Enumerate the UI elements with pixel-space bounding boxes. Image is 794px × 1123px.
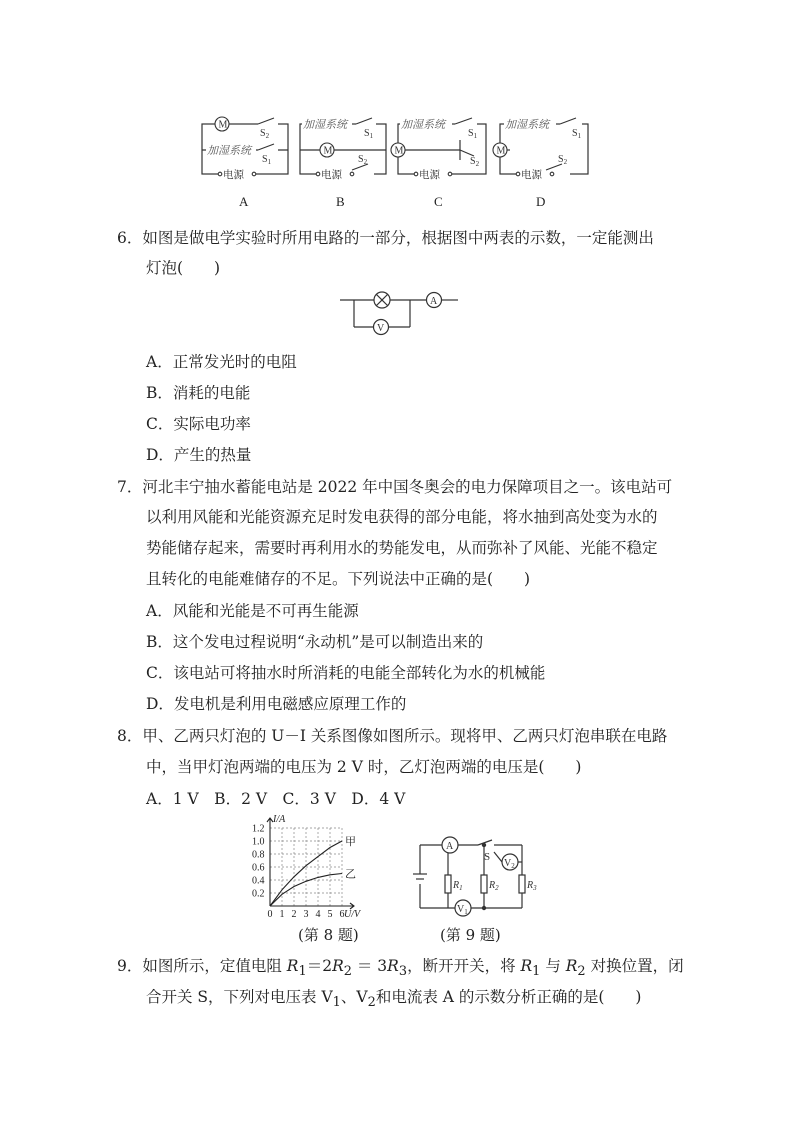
svg-text:S1: $S_1$ [468,128,478,140]
svg-text:S2: $S_2$ [470,156,480,168]
q8-options[interactable]: A．1 V B．2 V C．3 V D．4 V [146,790,406,808]
y-tick-label: 0.6 [252,862,265,874]
svg-text:S: S [484,851,491,863]
q9-stem-line1: 9．如图所示，定值电阻 $R_1=2R_2 = 3R_3$，断开开关，将 $R_1$ 与 $R_2$ 对换位置，闭 [117,957,684,980]
q6-option-d[interactable]: D．产生的热量 [146,446,252,464]
x-tick-label: 1 [279,909,285,920]
q7-stem-line2: 以利用风能和光能资源充足时发电获得的部分电能，将水抽到高处变为水的 [146,508,658,526]
y-tick-label: 0.2 [252,888,265,900]
q6-circuit-figure [0,285,794,345]
q7-stem-line3: 势能储存起来，需要时再利用水的势能发电，从而弥补了风能、光能不稳定 [146,539,658,557]
q7-option-a[interactable]: A．风能和光能是不可再生能源 [146,602,359,620]
x-tick-label: 5 [327,909,333,920]
svg-text:S2: $S_2$ [558,154,568,166]
q6-option-c[interactable]: C．实际电功率 [146,415,251,433]
y-tick-label: 1.0 [252,836,265,848]
y-tick-label: 0.8 [252,849,265,861]
y-axis-label: I/A [273,814,286,825]
svg-text:S1: $S_1$ [364,128,374,140]
q7-option-d[interactable]: D．发电机是利用电磁感应原理工作的 [146,695,407,713]
svg-text:V: V [377,323,385,334]
power-label: 电源 [521,170,542,181]
svg-text:A: A [430,296,438,307]
q8-stem-line2: 中，当甲灯泡两端的电压为 2 V 时，乙灯泡两端的电压是( ) [146,758,582,776]
svg-text:S2: $S_2$ [358,154,368,166]
humidifier-label: 加湿系统 [505,119,549,131]
motor-label: M [496,145,506,157]
q8-stem-line1: 8．甲、乙两只灯泡的 U－I 关系图像如图所示。现将甲、乙两只灯泡串联在电路 [117,727,668,745]
svg-text:V1: $V_1$ [457,904,468,916]
x-tick-label: 2 [291,909,297,920]
x-tick-label: 0 [267,909,273,920]
motor-label: M [394,145,404,157]
q9-figure-caption: (第 9 题) [440,926,501,944]
humidifier-label: 加湿系统 [303,119,347,131]
option-label-a: A [239,194,249,209]
svg-text:S1: $S_1$ [572,128,582,140]
motor-label: M [323,145,333,157]
svg-text:R1: $R_1$ [453,880,463,892]
series-label: 乙 [345,868,356,881]
q9-circuit-figure [0,830,794,950]
x-tick-label: 4 [315,909,321,920]
q6-option-a[interactable]: A．正常发光时的电阻 [146,353,297,371]
y-tick-label: 0.4 [252,875,265,887]
option-label-c: C [434,194,443,209]
power-label: 电源 [419,170,440,181]
humidifier-label: 加湿系统 [207,145,251,157]
q7-option-b[interactable]: B．这个发电过程说明“永动机”是可以制造出来的 [146,633,484,651]
q8-figure-caption: (第 8 题) [298,926,359,944]
svg-text:A: A [446,841,454,852]
q6-stem-line1: 6．如图是做电学实验时所用电路的一部分，根据图中两表的示数，一定能测出 [117,229,654,247]
svg-text:R2: $R_2$ [489,880,499,892]
q7-stem-line1: 7．河北丰宁抽水蓄能电站是 2022 年中国冬奥会的电力保障项目之一。该电站可 [117,478,673,496]
x-tick-label: 6 [339,909,345,920]
q7-stem-line4: 且转化的电能难储存的不足。下列说法中正确的是( ) [146,570,531,588]
humidifier-label: 加湿系统 [401,119,445,131]
circuit-options-figure [0,0,794,215]
svg-text:S1: $S_1$ [262,154,272,166]
motor-label: M [218,119,228,131]
svg-text:R3: $R_3$ [527,880,537,892]
q6-stem-line2: 灯泡( ) [146,259,221,277]
series-label: 甲 [345,836,356,848]
y-tick-label: 1.2 [252,823,265,835]
power-label: 电源 [321,170,342,181]
option-label-b: B [336,194,345,209]
x-tick-label: 3 [303,909,309,920]
option-label-d: D [536,194,546,209]
q9-stem-line2: 合开关 S，下列对电压表 $V_1$、$V_2$和电流表 A 的示数分析正确的是( ) [146,988,642,1011]
x-axis-label: U/V [344,909,361,920]
svg-text:V2: $V_2$ [504,858,515,870]
q6-option-b[interactable]: B．消耗的电能 [146,384,251,402]
svg-text:S2: $S_2$ [260,128,270,140]
q7-option-c[interactable]: C．该电站可将抽水时所消耗的电能全部转化为水的机械能 [146,664,546,682]
power-label: 电源 [223,170,244,181]
